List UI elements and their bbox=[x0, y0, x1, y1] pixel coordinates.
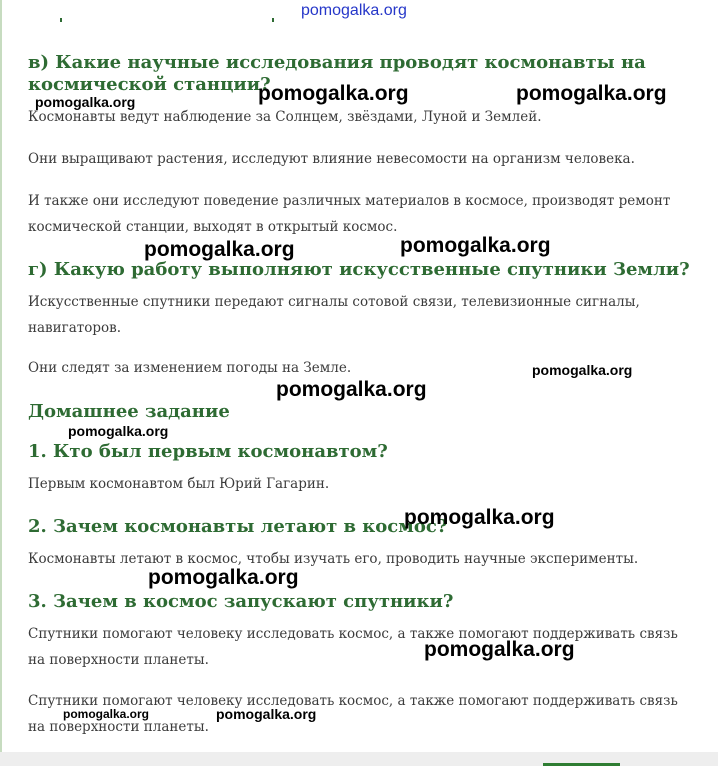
homework-title: Домашнее задание bbox=[28, 401, 230, 422]
watermark: pomogalka.org bbox=[424, 638, 575, 661]
answer-g-paragraph-1: Искусственные спутники передают сигналы сотовой связи, телевизионные сигналы, навигаторов. bbox=[28, 294, 640, 336]
homework-answer-1: Первым космонавтом был Юрий Гагарин. bbox=[28, 476, 330, 492]
question-v-heading: в) Какие научные исследования проводят космонавты на космической станции? bbox=[28, 52, 646, 95]
homework-answer-3-repeat: Спутники помогают человеку исследовать космос, а также помогают поддерживать связь на поверхности планеты. bbox=[28, 693, 678, 735]
watermark: pomogalka.org bbox=[63, 707, 150, 721]
answer-v-paragraph-3: И также они исследуют поведение различных материалов в космосе, производят ремонт космической станции, выходят в открытый космос. bbox=[28, 193, 671, 235]
watermark: pomogalka.org bbox=[144, 238, 295, 261]
homework-question-3: 3. Зачем в космос запускают спутники? bbox=[28, 591, 454, 612]
homework-question-2: 2. Зачем космонавты летают в космос? bbox=[28, 516, 448, 537]
answer-v-paragraph-1: Космонавты ведут наблюдение за Солнцем, звёздами, Луной и Землей. bbox=[28, 109, 542, 125]
watermark: pomogalka.org bbox=[276, 378, 427, 401]
answer-v-paragraph-2: Они выращивают растения, исследуют влияние невесомости на организм человека. bbox=[28, 151, 635, 167]
watermark: pomogalka.org bbox=[148, 566, 299, 589]
watermark: pomogalka.org bbox=[35, 94, 136, 110]
watermark: pomogalka.org bbox=[258, 82, 409, 105]
header-watermark: pomogalka.org bbox=[301, 2, 407, 19]
watermark: pomogalka.org bbox=[404, 506, 555, 529]
homework-answer-3: Спутники помогают человеку исследовать космос, а также помогают поддерживать связь на поверхности планеты. bbox=[28, 626, 678, 668]
watermark: pomogalka.org bbox=[216, 706, 317, 722]
header-divider-tick bbox=[60, 18, 62, 22]
header-divider-tick bbox=[272, 18, 274, 22]
watermark: pomogalka.org bbox=[516, 82, 667, 105]
watermark: pomogalka.org bbox=[532, 362, 633, 378]
answer-g-paragraph-2: Они следят за изменением погоды на Земле. bbox=[28, 360, 352, 376]
homework-answer-2: Космонавты летают в космос, чтобы изучать его, проводить научные эксперименты. bbox=[28, 551, 639, 567]
watermark: pomogalka.org bbox=[400, 234, 551, 257]
question-g-heading: г) Какую работу выполняют искусственные спутники Земли? bbox=[28, 259, 690, 280]
left-border-rule bbox=[0, 0, 2, 766]
watermark: pomogalka.org bbox=[68, 423, 169, 439]
homework-question-1: 1. Кто был первым космонавтом? bbox=[28, 441, 388, 462]
